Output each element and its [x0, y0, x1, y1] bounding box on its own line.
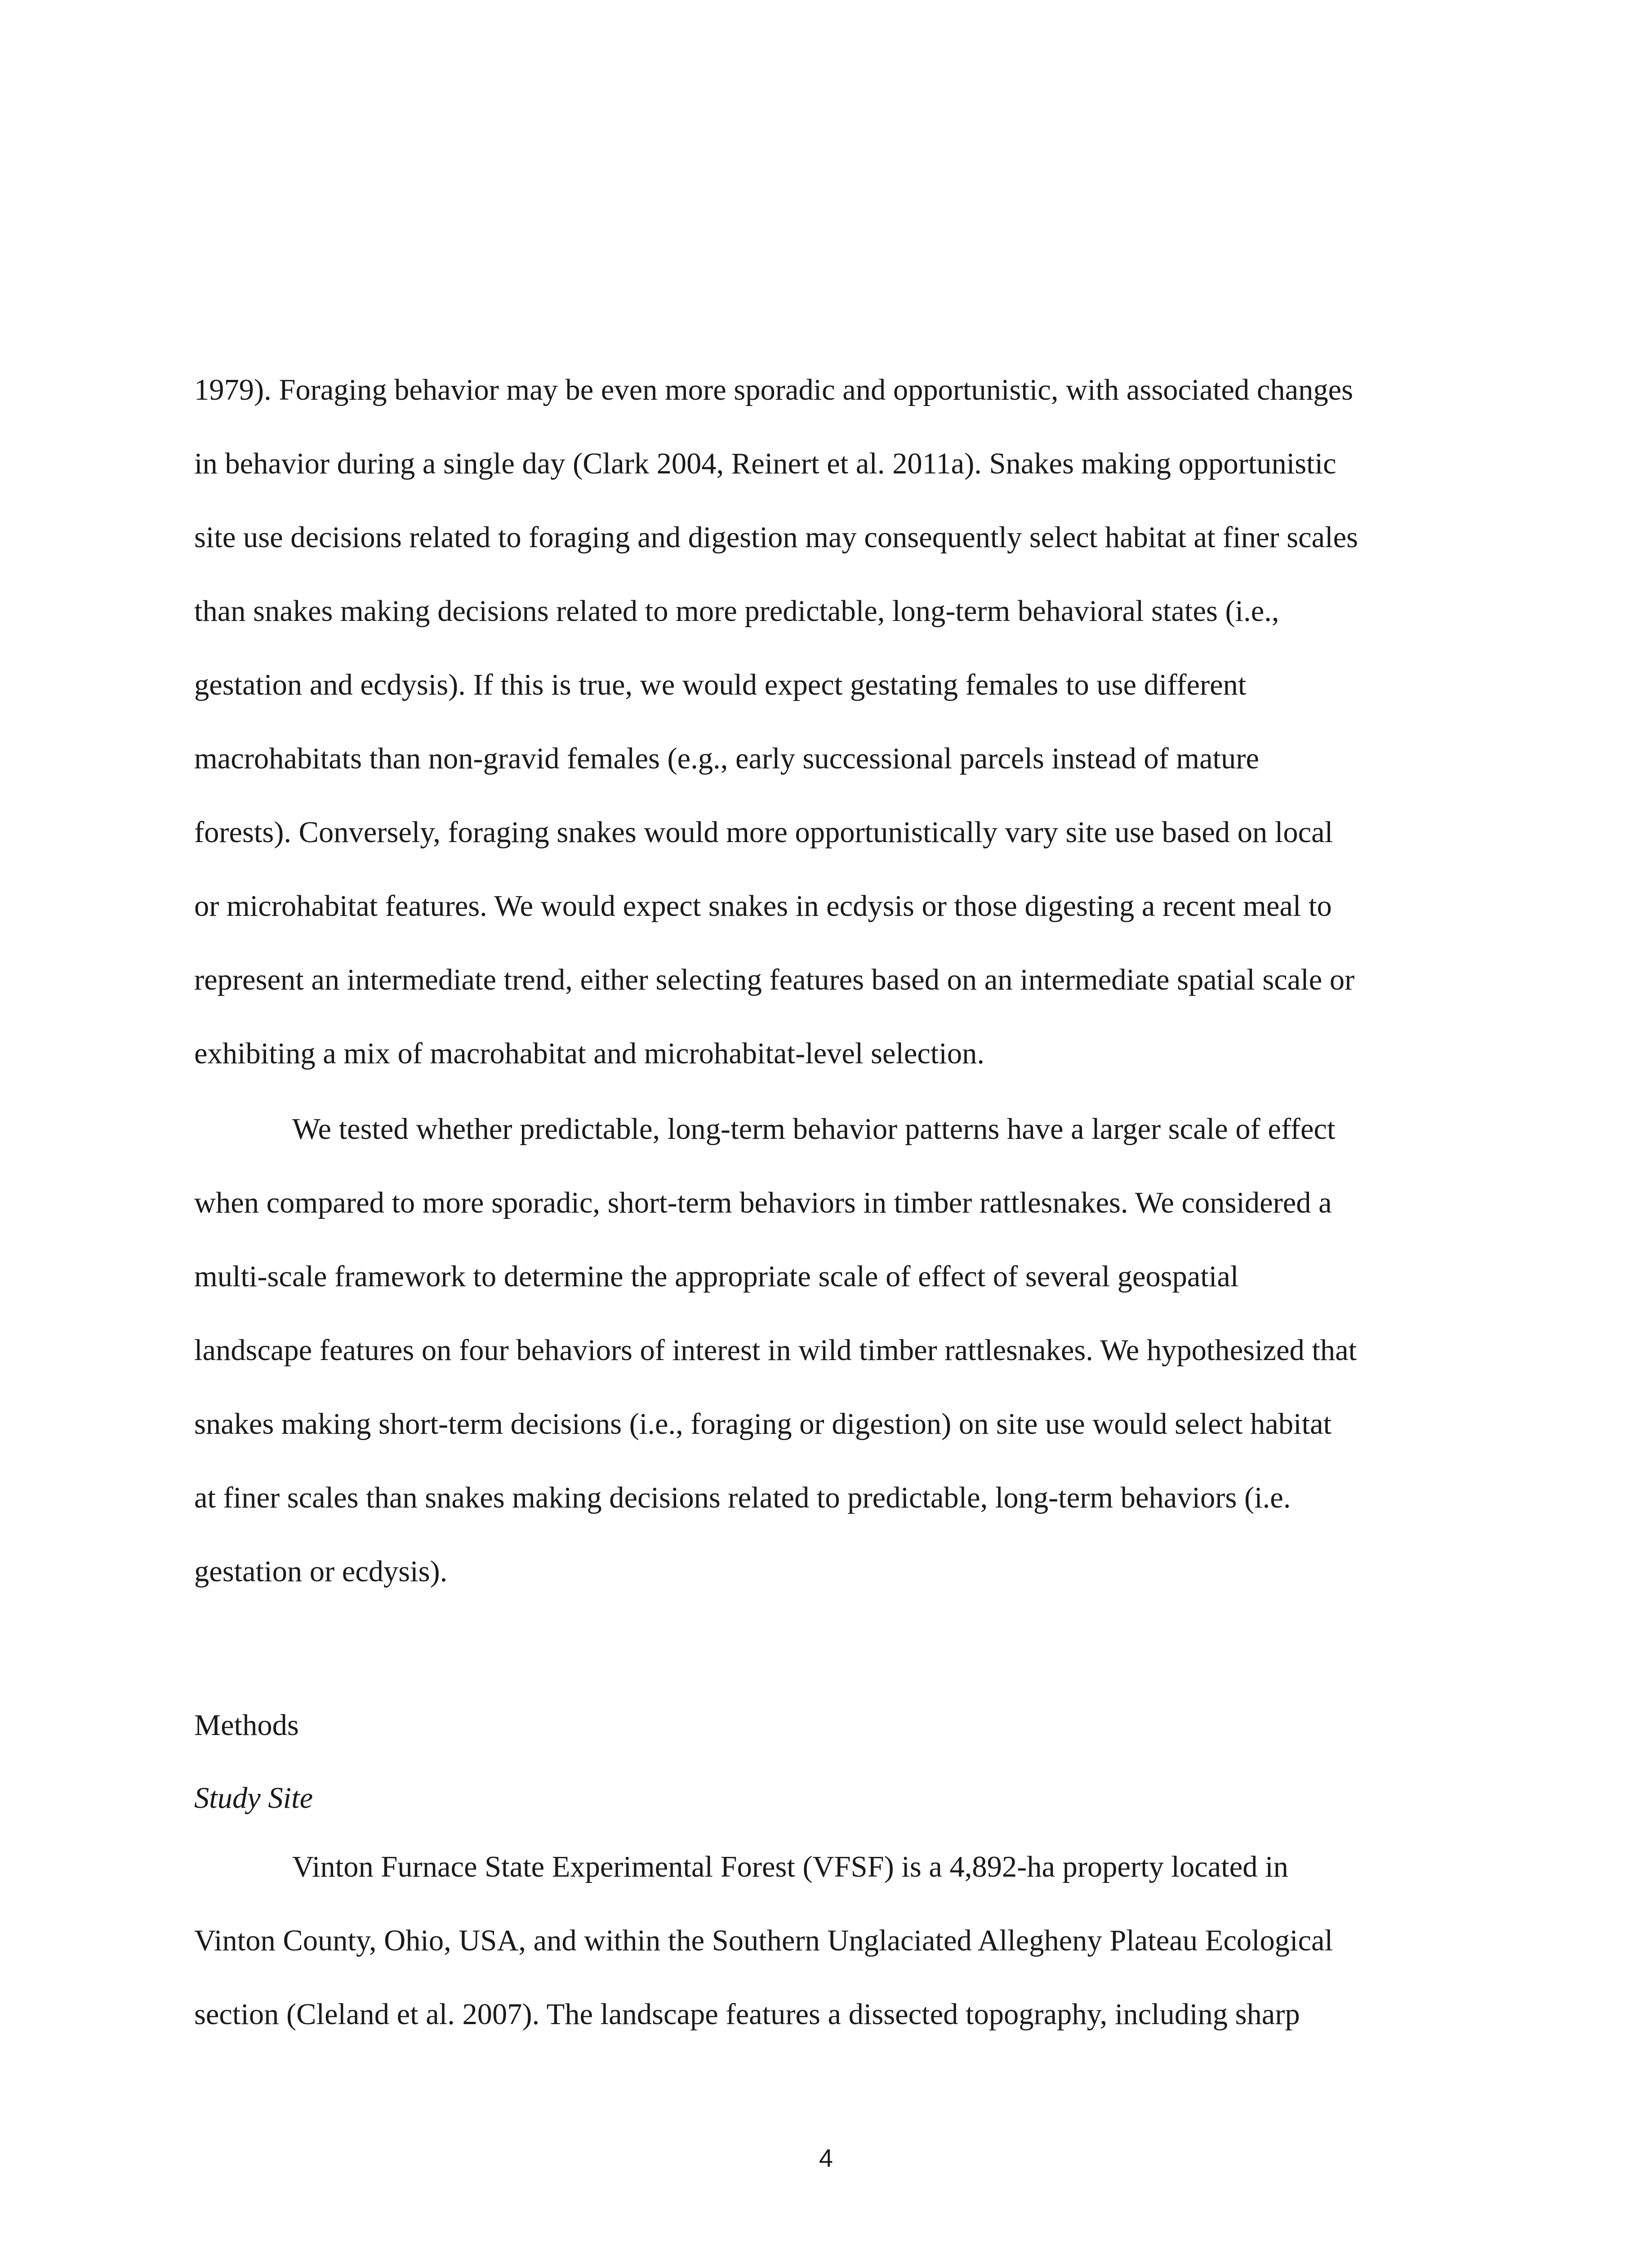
text-line: represent an intermediate trend, either selecting features based on an intermediate spatial scale or	[194, 963, 1355, 996]
text-line: gestation or ecdysis).	[194, 1555, 448, 1588]
body-paragraph	[194, 1830, 1457, 2052]
text-line: forests). Conversely, foraging snakes would more opportunistically vary site use based on local	[194, 816, 1333, 849]
text-line: exhibiting a mix of macrohabitat and microhabitat-level selection.	[194, 1037, 984, 1070]
text-line: 1979). Foraging behavior may be even more sporadic and opportunistic, with associated changes	[194, 374, 1354, 406]
text-line: at finer scales than snakes making decisions related to predictable, long-term behaviors (i.e.	[194, 1481, 1291, 1514]
page-number: 4	[819, 2144, 833, 2172]
text-line: section (Cleland et al. 2007). The landscape features a dissected topography, including sharp	[194, 1998, 1300, 2031]
text-line: landscape features on four behaviors of interest in wild timber rattlesnakes. We hypothesized that	[194, 1334, 1357, 1367]
body-paragraph	[194, 1093, 1457, 1609]
text-line: Vinton County, Ohio, USA, and within the Southern Unglaciated Allegheny Plateau Ecological	[194, 1924, 1333, 1957]
text-line: We tested whether predictable, long-term behavior patterns have a larger scale of effect	[292, 1113, 1336, 1146]
text-line: macrohabitats than non-gravid females (e.g., early successional parcels instead of mature	[194, 742, 1260, 775]
text-line: in behavior during a single day (Clark 2004, Reinert et al. 2011a). Snakes making opportunistic	[194, 447, 1336, 480]
text-line: Vinton Furnace State Experimental Forest (VFSF) is a 4,892-ha property located in	[292, 1851, 1288, 1883]
text-line: snakes making short-term decisions (i.e., foraging or digestion) on site use would select habitat	[194, 1408, 1332, 1441]
subsection-heading: Study Site	[194, 1782, 313, 1815]
body-paragraph	[194, 353, 1457, 1091]
text-line: when compared to more sporadic, short-term behaviors in timber rattlesnakes. We considered a	[194, 1186, 1332, 1219]
text-line: site use decisions related to foraging and digestion may consequently select habitat at finer scales	[194, 521, 1358, 554]
section-heading: Methods	[194, 1709, 299, 1742]
text-line: gestation and ecdysis). If this is true, we would expect gestating females to use different	[194, 669, 1247, 701]
text-line: than snakes making decisions related to more predictable, long-term behavioral states (i.e.,	[194, 595, 1279, 628]
text-line: or microhabitat features. We would expect snakes in ecdysis or those digesting a recent meal to	[194, 890, 1332, 923]
text-line: multi-scale framework to determine the appropriate scale of effect of several geospatial	[194, 1260, 1239, 1293]
